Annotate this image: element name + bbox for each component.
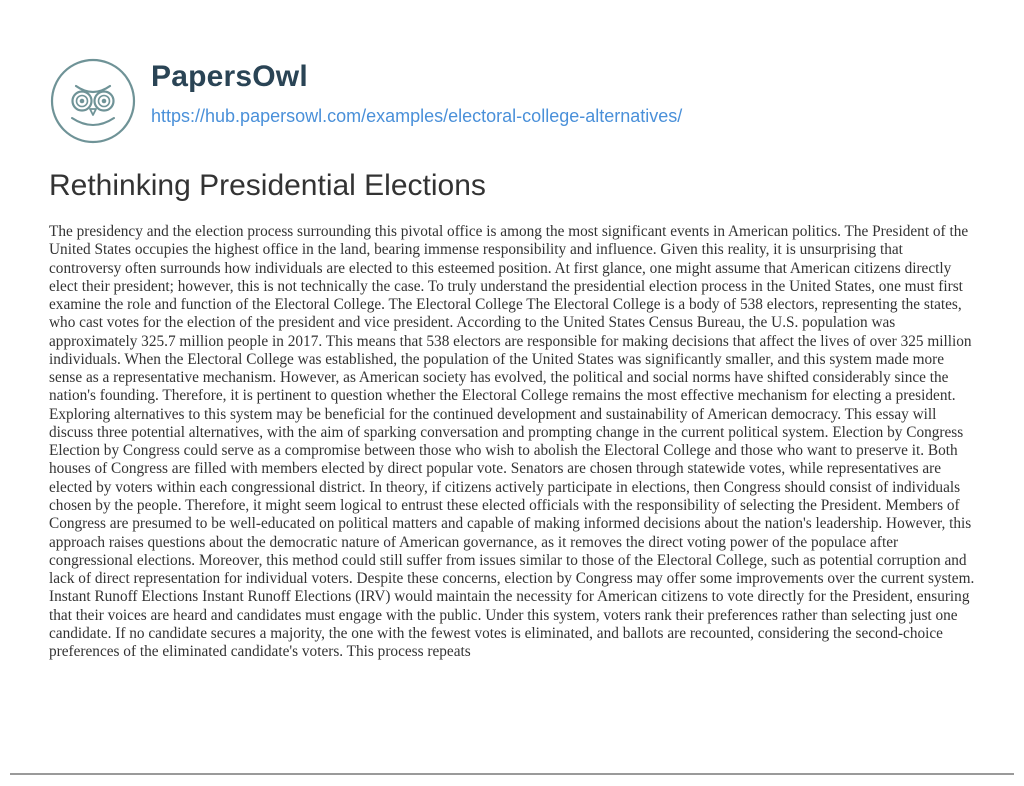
brand-name[interactable]: PapersOwl: [151, 60, 308, 93]
essay-body: The presidency and the election process surrounding this pivotal office is among the most significant events in American politics. The President of the United States occupies the highest office in the land, bearing immense responsibility and influence. Given this reality, it is unsurprising that controversy often surrounds how individuals are elected to this esteemed position. At first glance, one might assume that American citizens directly elect their president; however, this is not technically the case. To truly understand the presidential election process in the United States, one must first examine the role and function of the Electoral College. The Electoral College The Electoral College is a body of 538 electors, representing the states, who cast votes for the election of the president and vice president. According to the United States Census Bureau, the U.S. population was approximately 325.7 million people in 2017. This means that 538 electors are responsible for making decisions that affect the lives of over 325 million individuals. When the Electoral College was established, the population of the United States was significantly smaller, and this system made more sense as a representative mechanism. However, as American society has evolved, the political and social norms have shifted considerably since the nation's founding. Therefore, it is pertinent to question whether the Electoral College remains the most effective mechanism for electing a president. Exploring alternatives to this system may be beneficial for the continued development and sustainability of American democracy. This essay will discuss three potential alternatives, with the aim of sparking conversation and prompting change in the current political system. Election by Congress Election by Congress could serve as a compromise between those who wish to abolish the Electoral College and those who want to preserve it. Both houses of Congress are filled with members elected by direct popular vote. Senators are chosen through statewide votes, while representatives are elected by voters within each congressional district. In theory, if citizens actively participate in elections, then Congress should consist of individuals chosen by the people. Therefore, it might seem logical to entrust these elected officials with the responsibility of selecting the President. Members of Congress are presumed to be well-educated on political matters and capable of making informed decisions about the nation's leadership. However, this approach raises questions about the democratic nature of American governance, as it removes the direct voting power of the populace after congressional elections. Moreover, this method could still suffer from issues similar to those of the Electoral College, such as potential corruption and lack of direct representation for individual voters. Despite these concerns, election by Congress may offer some improvements over the current system. Instant Runoff Elections Instant Runoff Elections (IRV) would maintain the necessity for American citizens to vote directly for the President, ensuring that their voices are heard and candidates must engage with the public. Under this system, voters rank their preferences rather than selecting just one candidate. If no candidate secures a majority, the one with the fewest votes is eliminated, and ballots are recounted, considering the second-choice preferences of the eliminated candidate's voters. This process repeats: [49, 223, 975, 661]
essay-title: Rethinking Presidential Elections: [49, 169, 486, 202]
owl-logo-icon[interactable]: [50, 58, 136, 144]
footer-divider: [10, 773, 1014, 775]
source-url-link[interactable]: https://hub.papersowl.com/examples/electoral-college-alternatives/: [151, 106, 683, 126]
site-header: [50, 58, 980, 148]
